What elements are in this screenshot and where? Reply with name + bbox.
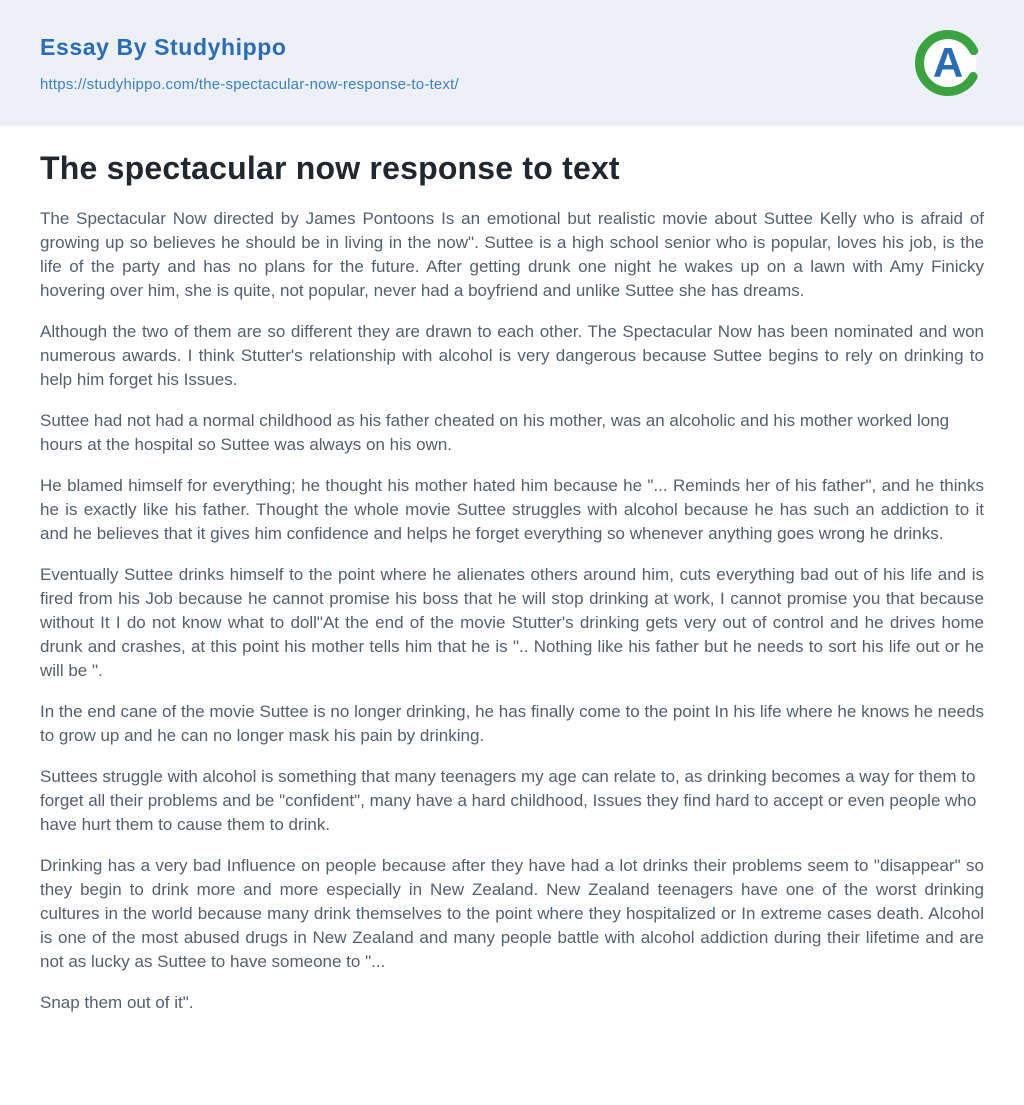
essay-content <box>0 126 1024 1092</box>
essay-title: The spectacular now response to text <box>40 150 620 186</box>
site-header <box>0 0 1024 126</box>
essay-paragraph: Although the two of them are so different they are drawn to each other. The Spectacular Now has been nominated and won numerous awards. I think Stutter's relationship with alcohol is very dangerous because Suttee begins to rely on drinking to help him forget his Issues. <box>40 322 984 389</box>
essay-paragraph: He blamed himself for everything; he thought his mother hated him because he "... Reminds her of his father", and he thinks he is exactly like his father. Thought the whole movie Suttee struggles with alcohol because he has such an addiction to it and he believes that it gives him confidence and helps he forget everything so whenever anything goes wrong he drinks. <box>40 476 984 543</box>
essay-paragraph: Eventually Suttee drinks himself to the point where he alienates others around him, cuts everything bad out of his life and is fired from his Job because he cannot promise his boss that he will stop drinking at work, I cannot promise you that because without It I do not know what to doll"At the end of the movie Stutter's drinking gets very out of control and he drives home drunk and crashes, at this point his mother tells him that he is ".. Nothing like his father but he needs to sort his life out or he will be ". <box>40 565 984 680</box>
essay-paragraph: Snap them out of it". <box>40 993 194 1012</box>
site-title: Essay By Studyhippo <box>40 33 287 60</box>
studyhippo-logo-icon <box>912 27 984 99</box>
source-url-link[interactable]: https://studyhippo.com/the-spectacular-now-response-to-text/ <box>40 75 459 93</box>
header-text-block <box>40 34 459 93</box>
logo-letter: A <box>932 39 964 86</box>
essay-paragraph: Suttee had not had a normal childhood as his father cheated on his mother, was an alcoholic and his mother worked long hours at the hospital so Suttee was always on his own. <box>40 411 950 454</box>
essay-paragraph: Suttees struggle with alcohol is something that many teenagers my age can relate to, as drinking becomes a way for them to forget all their problems and be "confident", many have a hard childhood, Issues they find hard to accept or even people who have hurt them to cause them to drink. <box>40 767 977 834</box>
essay-paragraph: The Spectacular Now directed by James Pontoons Is an emotional but realistic movie about Suttee Kelly who is afraid of growing up so believes he should be in living in the now". Suttee is a high school senior who is popular, loves his job, is the life of the party and has no plans for the future. After getting drunk one night he wakes up on a lawn with Amy Finicky hovering over him, she is quite, not popular, never had a boyfriend and unlike Suttee she has dreams. <box>40 209 984 300</box>
essay-paragraph: In the end cane of the movie Suttee is no longer drinking, he has finally come to the point In his life where he knows he needs to grow up and he can no longer mask his pain by drinking. <box>40 702 984 745</box>
essay-paragraph: Drinking has a very bad Influence on people because after they have had a lot drinks their problems seem to "disappear" so they begin to drink more and more especially in New Zealand. New Zealand teenagers have one of the worst drinking cultures in the world because many drink themselves to the point where they hospitalized or In extreme cases death. Alcohol is one of the most abused drugs in New Zealand and many people battle with alcohol addiction during their lifetime and are not as lucky as Suttee to have someone to "... <box>40 856 984 971</box>
